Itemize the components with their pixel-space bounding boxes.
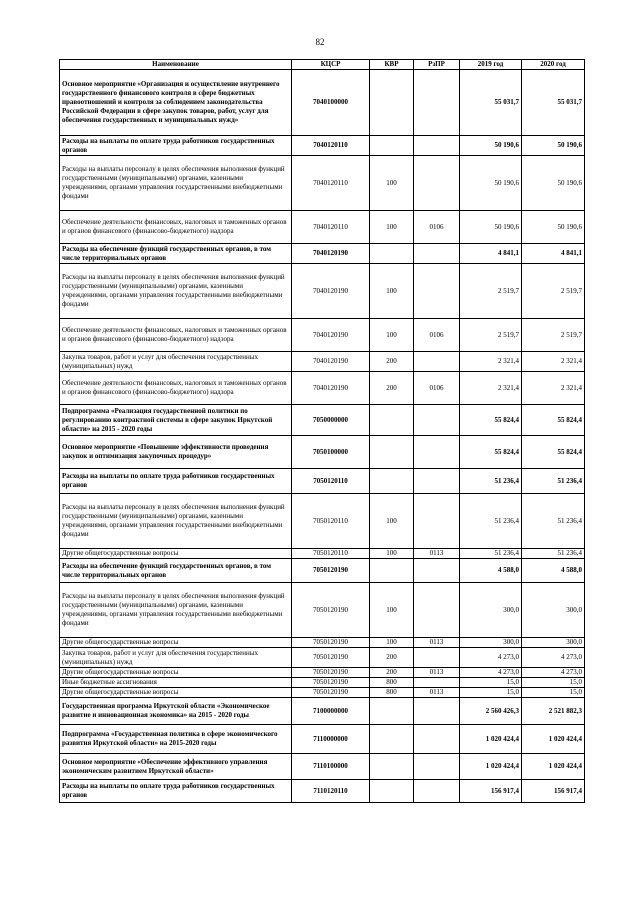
row-kvr [370, 436, 414, 469]
row-2019: 50 190,6 [460, 136, 522, 156]
row-2019: 55 824,4 [460, 405, 522, 436]
row-name: Обеспечение деятельности финансовых, налоговых и таможенных органов и органов финансового (финансово-бюджетного) надзора [60, 372, 292, 405]
row-2019: 15,0 [460, 678, 522, 688]
row-code: 7050100000 [292, 436, 370, 469]
row-2019: 2 519,7 [460, 319, 522, 352]
table-body [60, 70, 585, 803]
table-row [60, 780, 585, 803]
row-rzpr: 0113 [414, 668, 460, 678]
row-code: 7050120190 [292, 559, 370, 583]
row-kvr: 100 [370, 549, 414, 559]
row-kvr: 800 [370, 688, 414, 698]
row-2020: 51 236,4 [522, 469, 585, 494]
row-code: 7040120110 [292, 156, 370, 211]
row-2019: 50 190,6 [460, 156, 522, 211]
row-2019: 55 031,7 [460, 70, 522, 136]
row-2019: 4 273,0 [460, 668, 522, 678]
row-rzpr [414, 678, 460, 688]
row-2019: 2 560 426,3 [460, 698, 522, 725]
row-code: 7040120190 [292, 264, 370, 319]
row-2020: 1 020 424,4 [522, 725, 585, 754]
row-2019: 2 519,7 [460, 264, 522, 319]
row-name: Расходы на обеспечение функций государственных органов, в том числе территориальных органов [60, 559, 292, 583]
table-row [60, 583, 585, 638]
row-code: 7040100000 [292, 70, 370, 136]
row-rzpr [414, 436, 460, 469]
row-2020: 2 519,7 [522, 264, 585, 319]
row-2020: 2 321,4 [522, 352, 585, 372]
table-row [60, 698, 585, 725]
row-name: Подпрограмма «Государственная политика в сфере экономического развития Иркутской области» на 2015-2020 годы [60, 725, 292, 754]
row-kvr: 200 [370, 372, 414, 405]
row-kvr [370, 244, 414, 264]
row-2019: 15,0 [460, 688, 522, 698]
table-row [60, 549, 585, 559]
row-2019: 156 917,4 [460, 780, 522, 803]
header-code: КЦСР [292, 60, 370, 70]
row-rzpr: 0106 [414, 372, 460, 405]
row-2020: 51 236,4 [522, 494, 585, 549]
row-name: Обеспечение деятельности финансовых, налоговых и таможенных органов и органов финансового (финансово-бюджетного) надзора [60, 211, 292, 244]
row-2019: 55 824,4 [460, 436, 522, 469]
header-kvr: КВР [370, 60, 414, 70]
row-code: 7040120190 [292, 244, 370, 264]
table-row [60, 638, 585, 648]
row-rzpr: 0113 [414, 688, 460, 698]
row-2020: 4 273,0 [522, 648, 585, 668]
row-code: 7050120190 [292, 648, 370, 668]
table-row [60, 469, 585, 494]
row-name: Основное мероприятие «Повышение эффективности проведения закупок и оптимизация закупочных процедур» [60, 436, 292, 469]
row-rzpr [414, 780, 460, 803]
row-kvr [370, 754, 414, 780]
row-rzpr: 0106 [414, 319, 460, 352]
header-rzpr: РзПР [414, 60, 460, 70]
row-kvr [370, 698, 414, 725]
row-kvr: 100 [370, 319, 414, 352]
row-kvr: 800 [370, 678, 414, 688]
row-rzpr [414, 405, 460, 436]
table-row [60, 319, 585, 352]
table-row [60, 494, 585, 549]
row-2020: 55 824,4 [522, 405, 585, 436]
table-row [60, 372, 585, 405]
row-name: Расходы на выплаты персоналу в целях обеспечения выполнения функций государственными (муниципальными) органами, казенными учреждениями, органами управления государственными внебюджетными фондами [60, 583, 292, 638]
row-rzpr [414, 352, 460, 372]
row-code: 7050120110 [292, 494, 370, 549]
row-2020: 15,0 [522, 688, 585, 698]
row-2019: 4 273,0 [460, 648, 522, 668]
row-name: Закупка товаров, работ и услуг для обеспечения государственных (муниципальных) нужд [60, 648, 292, 668]
row-2020: 4 841,1 [522, 244, 585, 264]
row-2019: 50 190,6 [460, 211, 522, 244]
row-2019: 51 236,4 [460, 549, 522, 559]
row-kvr: 200 [370, 352, 414, 372]
row-2020: 15,0 [522, 678, 585, 688]
row-name: Другие общегосударственные вопросы [60, 688, 292, 698]
row-2020: 55 824,4 [522, 436, 585, 469]
row-2020: 2 519,7 [522, 319, 585, 352]
row-kvr: 100 [370, 156, 414, 211]
row-rzpr: 0106 [414, 211, 460, 244]
table-row [60, 688, 585, 698]
row-2019: 4 588,0 [460, 559, 522, 583]
row-name: Другие общегосударственные вопросы [60, 638, 292, 648]
row-name: Расходы на выплаты персоналу в целях обеспечения выполнения функций государственными (муниципальными) органами, казенными учреждениями, органами управления государственными внебюджетными фондами [60, 264, 292, 319]
row-name: Основное мероприятие «Обеспечение эффективного управления экономическим развитием Иркутской области» [60, 754, 292, 780]
row-name: Обеспечение деятельности финансовых, налоговых и таможенных органов и органов финансового (финансово-бюджетного) надзора [60, 319, 292, 352]
row-name: Иные бюджетные ассигнования [60, 678, 292, 688]
row-kvr: 100 [370, 638, 414, 648]
table-row [60, 405, 585, 436]
table-header-row [60, 60, 585, 70]
row-2020: 55 031,7 [522, 70, 585, 136]
table-row [60, 725, 585, 754]
row-code: 7050120190 [292, 668, 370, 678]
table-row [60, 264, 585, 319]
row-2020: 51 236,4 [522, 549, 585, 559]
row-kvr [370, 469, 414, 494]
header-name: Наименование [60, 60, 292, 70]
row-rzpr [414, 469, 460, 494]
row-2020: 1 020 424,4 [522, 754, 585, 780]
row-name: Закупка товаров, работ и услуг для обеспечения государственных (муниципальных) нужд [60, 352, 292, 372]
row-name: Основное мероприятие «Организация и осуществление внутреннего государственного финансового контроля в сфере бюджетных правоотношений и контроля за соблюдением законодательства Российской Федерации в сфере закупок товаров, работ, услуг для обеспечения государственных и муниципальных нужд» [60, 70, 292, 136]
row-code: 7040120190 [292, 372, 370, 405]
row-name: Расходы на выплаты по оплате труда работников государственных органов [60, 780, 292, 803]
row-rzpr [414, 264, 460, 319]
row-name: Расходы на выплаты по оплате труда работников государственных органов [60, 136, 292, 156]
row-2019: 51 236,4 [460, 494, 522, 549]
row-2020: 50 190,6 [522, 136, 585, 156]
table-row [60, 70, 585, 136]
row-rzpr [414, 136, 460, 156]
table-row [60, 211, 585, 244]
row-2019: 2 321,4 [460, 352, 522, 372]
row-2020: 4 588,0 [522, 559, 585, 583]
header-2019: 2019 год [460, 60, 522, 70]
row-2019: 4 841,1 [460, 244, 522, 264]
row-2019: 1 020 424,4 [460, 725, 522, 754]
row-kvr [370, 780, 414, 803]
row-rzpr [414, 156, 460, 211]
row-kvr: 200 [370, 648, 414, 668]
row-rzpr [414, 494, 460, 549]
row-code: 7040120110 [292, 211, 370, 244]
row-name: Расходы на выплаты по оплате труда работников государственных органов [60, 469, 292, 494]
table-row [60, 668, 585, 678]
row-kvr [370, 405, 414, 436]
table-row [60, 678, 585, 688]
row-2019: 300,0 [460, 638, 522, 648]
table-row [60, 136, 585, 156]
row-2020: 156 917,4 [522, 780, 585, 803]
row-kvr [370, 70, 414, 136]
row-code: 7050120110 [292, 549, 370, 559]
row-2020: 2 521 882,3 [522, 698, 585, 725]
row-2020: 4 273,0 [522, 668, 585, 678]
row-code: 7040120190 [292, 352, 370, 372]
row-code: 7050120190 [292, 583, 370, 638]
row-rzpr [414, 70, 460, 136]
row-2020: 2 321,4 [522, 372, 585, 405]
row-code: 7050120190 [292, 638, 370, 648]
row-2019: 300,0 [460, 583, 522, 638]
row-kvr: 100 [370, 583, 414, 638]
row-kvr: 200 [370, 668, 414, 678]
row-code: 7040120190 [292, 319, 370, 352]
row-2020: 50 190,6 [522, 211, 585, 244]
header-2020: 2020 год [522, 60, 585, 70]
row-kvr [370, 136, 414, 156]
row-2020: 50 190,6 [522, 156, 585, 211]
row-rzpr: 0113 [414, 638, 460, 648]
row-2019: 2 321,4 [460, 372, 522, 405]
row-code: 7100000000 [292, 698, 370, 725]
row-kvr: 100 [370, 264, 414, 319]
row-2019: 1 020 424,4 [460, 754, 522, 780]
row-2020: 300,0 [522, 638, 585, 648]
row-rzpr [414, 754, 460, 780]
row-code: 7050120110 [292, 469, 370, 494]
row-rzpr [414, 244, 460, 264]
row-rzpr [414, 698, 460, 725]
row-name: Расходы на выплаты персоналу в целях обеспечения выполнения функций государственными (муниципальными) органами, казенными учреждениями, органами управления государственными внебюджетными фондами [60, 494, 292, 549]
row-code: 7110000000 [292, 725, 370, 754]
row-kvr: 100 [370, 494, 414, 549]
page-number: 82 [315, 37, 325, 47]
row-code: 7110120110 [292, 780, 370, 803]
row-kvr [370, 559, 414, 583]
row-kvr [370, 725, 414, 754]
row-code: 7050120190 [292, 678, 370, 688]
row-rzpr [414, 725, 460, 754]
row-name: Государственная программа Иркутской области «Экономическое развитие и инновационная экономика» на 2015 - 2020 годы [60, 698, 292, 725]
row-code: 7040120110 [292, 136, 370, 156]
row-rzpr [414, 583, 460, 638]
row-rzpr [414, 559, 460, 583]
row-2019: 51 236,4 [460, 469, 522, 494]
row-name: Другие общегосударственные вопросы [60, 549, 292, 559]
table-row [60, 156, 585, 211]
table-row [60, 436, 585, 469]
table-row [60, 352, 585, 372]
row-name: Другие общегосударственные вопросы [60, 668, 292, 678]
row-name: Подпрограмма «Реализация государственной политики по регулированию контрактной системы в сфере закупок Иркутской области» на 2015 - 2020 годы [60, 405, 292, 436]
table-row [60, 754, 585, 780]
row-code: 7050120190 [292, 688, 370, 698]
row-kvr: 100 [370, 211, 414, 244]
row-code: 7110100000 [292, 754, 370, 780]
table-row [60, 559, 585, 583]
row-code: 7050000000 [292, 405, 370, 436]
budget-table [59, 59, 585, 803]
table-row [60, 244, 585, 264]
row-name: Расходы на обеспечение функций государственных органов, в том числе территориальных органов [60, 244, 292, 264]
row-name: Расходы на выплаты персоналу в целях обеспечения выполнения функций государственными (муниципальными) органами, казенными учреждениями, органами управления государственными внебюджетными фондами [60, 156, 292, 211]
row-rzpr: 0113 [414, 549, 460, 559]
table-row [60, 648, 585, 668]
row-2020: 300,0 [522, 583, 585, 638]
row-rzpr [414, 648, 460, 668]
